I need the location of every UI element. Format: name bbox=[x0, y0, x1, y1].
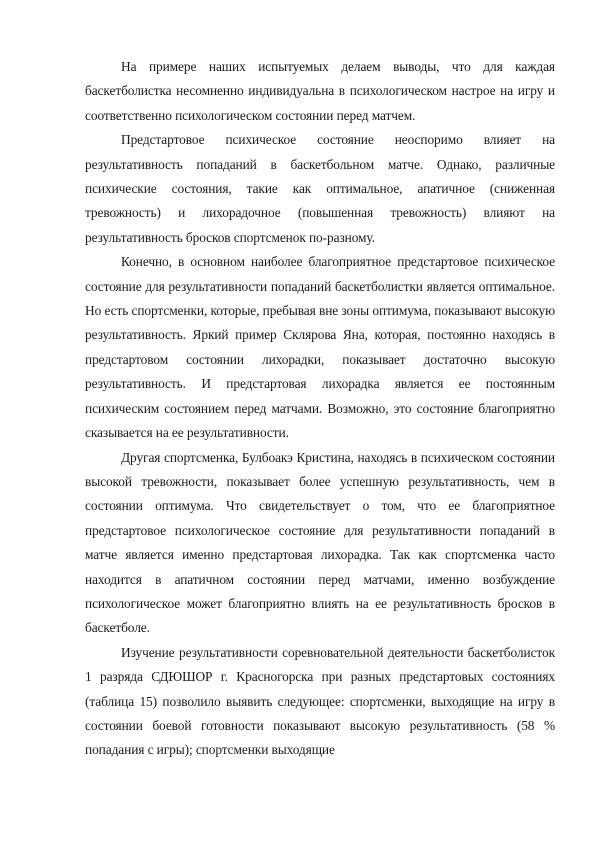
paragraph-another-athlete: Другая спортсменка, Булбоакэ Кристина, находясь в психическом состоянии высокой тревожности, показывает более успешную результативность, чем в состоянии оптимума. Что свидетельствует о том, что ее благоприятное предстартовое психологическое состояние для результативности попаданий в матче является именно предстартовая лихорадка. Так как спортсменка часто находится в апатичном состоянии перед матчами, именно возбуждение психологическое может благоприятно влиять на ее результативность бросков в баскетболе. bbox=[85, 449, 555, 636]
document-body bbox=[85, 55, 555, 763]
paragraph-conclusions: На примере наших испытуемых делаем выводы, что для каждая баскетболистка несомненно индивидуальна в психологическом настрое на игру и соответственно психологическом состоянии перед матчем. bbox=[85, 59, 555, 123]
paragraph-optimal-state: Конечно, в основном наиболее благоприятное предстартовое психическое состояние для результативности попаданий баскетболистки является оптимальное. Но есть спортсменки, которые, пребывая вне зоны оптимума, показывают высокую результативность. Яркий пример Склярова Яна, которая, постоянно находясь в предстартовом состоянии лихорадки, показывает достаточно высокую результативность. И предстартовая лихорадка является ее постоянным психическим состоянием перед матчами. Возможно, это состояние благоприятно сказывается на ее результативности. bbox=[85, 254, 555, 441]
paragraph-prestart-state: Предстартовое психическое состояние неоспоримо влияет на результативность попаданий в баскетбольном матче. Однако, различные психические состояния, такие как оптимальное, апатичное (сниженная тревожность) и лихорадочное (повышенная тревожность) влияют на результативность бросков спортсменок по-разному. bbox=[85, 132, 555, 245]
paragraph-study-results: Изучение результативности соревновательной деятельности баскетболисток 1 разряда СДЮШОР г. Красногорска при разных предстартовых состояниях (таблица 15) позволило выявить следующее: спортсменки, выходящие на игру в состоянии боевой готовности показывают высокую результативность (58 % попадания с игры); спортсменки выходящие bbox=[85, 644, 555, 758]
